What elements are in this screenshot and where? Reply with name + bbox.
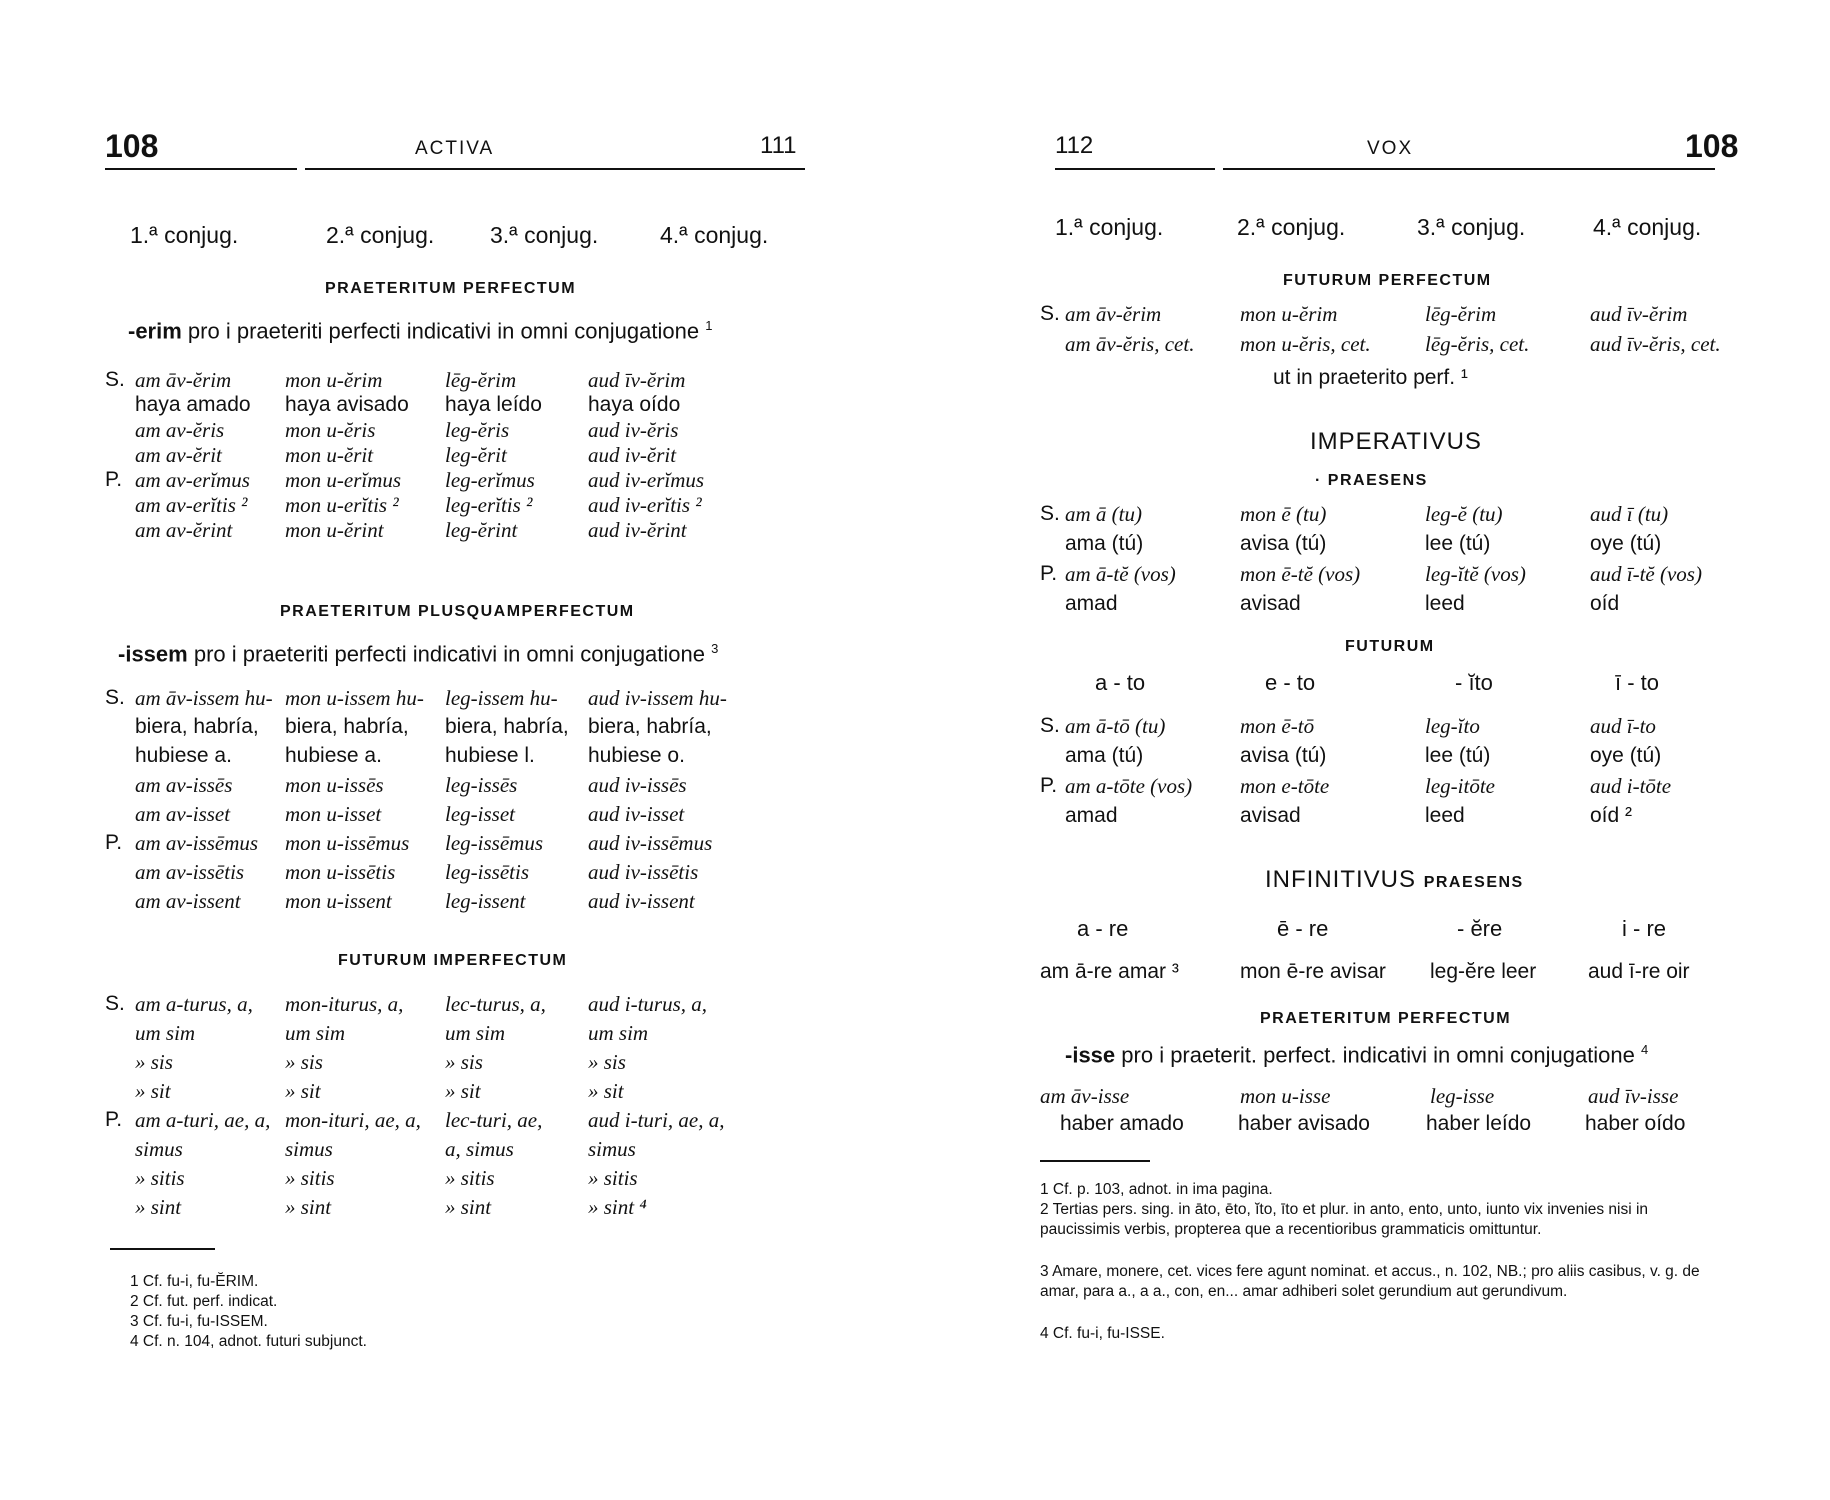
table-cell: simus — [588, 1137, 636, 1161]
table-row — [105, 715, 748, 743]
table-cell: a, simus — [445, 1137, 514, 1161]
footnote: 1 Cf. p. 103, adnot. in ima pagina. — [1040, 1181, 1273, 1198]
table-cell: simus — [285, 1137, 333, 1161]
table-cell: mon-ituri, ae, a, — [285, 1108, 421, 1132]
header-rule — [105, 168, 297, 170]
infinitive-perfect-row: am āv-isse mon u-isse leg-isse aud īv-isse — [1040, 1084, 1679, 1108]
table-cell: am av-issent — [135, 889, 241, 913]
table-cell: » sitis — [588, 1166, 638, 1190]
section-heading: PRAETERITUM PERFECTUM — [1260, 1010, 1512, 1027]
table-cell: mon u-ĕrim — [285, 368, 383, 392]
table-cell: oye (tú) — [1590, 532, 1662, 555]
ending: -issem — [118, 641, 188, 667]
table-row — [105, 468, 748, 496]
table-cell: aud īv-ĕrim — [588, 368, 686, 392]
table-cell: um sim — [135, 1021, 196, 1045]
conj-header: 2.ª conjug. — [326, 222, 435, 248]
table-cell: biera, habría, — [588, 715, 712, 738]
table-cell: am av-isset — [135, 802, 231, 826]
table-cell: » sit — [588, 1079, 624, 1103]
table-cell: am av-issētis — [135, 860, 245, 884]
table-cell: » sit — [135, 1079, 171, 1103]
infinitive-perfect-row: haber amado haber avisado haber leído haber oído — [1060, 1112, 1686, 1135]
table-row — [105, 744, 748, 772]
table-row — [105, 802, 748, 830]
table-cell: mon u-ĕrit — [285, 443, 374, 467]
table-cell: am āv-ĕrim — [1065, 302, 1162, 326]
note-ref: 4 — [1641, 1042, 1649, 1057]
table-cell: mon u-isset — [285, 802, 382, 826]
table-row — [105, 1021, 748, 1049]
table-cell: lēg-ĕrim — [1425, 302, 1497, 326]
table-row — [1040, 804, 1750, 832]
table-row — [105, 1079, 748, 1107]
table-cell: ama (tú) — [1065, 744, 1144, 767]
table-cell: leed — [1425, 804, 1465, 827]
note-ref: 1 — [705, 318, 713, 333]
ending: a - re — [1077, 916, 1129, 941]
person-marker: S. — [105, 368, 125, 391]
table-cell: mon u-ĕrint — [285, 518, 384, 542]
page-number: 108 — [1685, 128, 1739, 164]
table-cell: aud i-tōte — [1590, 774, 1672, 798]
conj-header: 1.ª conjug. — [1055, 214, 1164, 240]
table-row — [1040, 302, 1750, 330]
table-cell: mon u-issētis — [285, 860, 396, 884]
section-heading: FUTURUM IMPERFECTUM — [338, 952, 568, 969]
table-cell: » sis — [588, 1050, 626, 1074]
person-marker: S. — [1040, 302, 1060, 325]
table-cell: aud ī (tu) — [1590, 502, 1669, 526]
table-cell: mon ē-tĕ (vos) — [1240, 562, 1361, 586]
table-cell: lēg-ĕris, cet. — [1425, 332, 1530, 356]
footnote-rule — [110, 1248, 215, 1250]
table-cell: haya avisado — [285, 393, 409, 416]
table-cell: amad — [1065, 592, 1118, 615]
formation-rule — [128, 318, 712, 344]
table-cell: haya leído — [445, 393, 542, 416]
table-cell: » sitis — [285, 1166, 335, 1190]
table-cell: haya oído — [588, 393, 681, 416]
table-cell: hubiese a. — [285, 744, 382, 767]
table-cell: mon-iturus, a, — [285, 992, 404, 1016]
table-cell: mon u-ĕris — [285, 418, 376, 442]
table-cell: am av-ĕrit — [135, 443, 222, 467]
table-row — [105, 1050, 748, 1078]
table-row — [1040, 744, 1750, 772]
conj-header: 3.ª conjug. — [490, 222, 599, 248]
footnote: 4 Cf. n. 104, adnot. futuri subjunct. — [130, 1333, 367, 1350]
table-cell: » sit — [445, 1079, 481, 1103]
folio: 111 — [760, 132, 797, 159]
table-cell: leg-issēmus — [445, 831, 543, 855]
folio: 112 — [1055, 132, 1094, 159]
table-cell: aud iv-issent — [588, 889, 695, 913]
table-cell: aud iv-ĕris — [588, 418, 679, 442]
table-row — [105, 1166, 748, 1194]
footnote: 1 Cf. fu-i, fu-ĔRIM. — [130, 1273, 259, 1290]
rule-text: pro i praeteriti perfecti indicativi in omni conjugatione — [187, 318, 700, 344]
table-row — [1040, 592, 1750, 620]
table-cell: mon e-tōte — [1240, 774, 1330, 798]
table-cell: mon u-erĭtis ² — [285, 493, 399, 517]
running-title: VOX — [1367, 138, 1414, 159]
table-cell: aud iv-ĕrint — [588, 518, 687, 542]
running-title: ACTIVA — [415, 138, 495, 159]
table-cell: leg-issem hu- — [445, 686, 558, 710]
right-header — [1045, 128, 1745, 174]
table-cell: » sitis — [445, 1166, 495, 1190]
table-cell: mon u-issēs — [285, 773, 384, 797]
table-cell: aud ī-tĕ (vos) — [1590, 562, 1702, 586]
person-marker: S. — [1040, 502, 1060, 525]
table-cell: leed — [1425, 592, 1465, 615]
table-row — [105, 1108, 748, 1136]
table-cell: lec-turus, a, — [445, 992, 546, 1016]
table-cell: » sis — [445, 1050, 483, 1074]
footnote: 3 Cf. fu-i, fu-ISSEM. — [130, 1313, 268, 1330]
section-heading: PRAETERITUM PERFECTUM — [325, 280, 577, 297]
table-cell: lēg-ĕrim — [445, 368, 517, 392]
conj-header: 1.ª conjug. — [130, 222, 239, 248]
table-cell: leg-erĭtis ² — [445, 493, 533, 517]
table-cell: avisa (tú) — [1240, 744, 1327, 767]
table-cell: leg-ĭto — [1425, 714, 1480, 738]
footnote: 2 Tertias pers. sing. in āto, ēto, ĭto, īto et plur. in anto, ento, unto, iunto vix invenies nisi in paucissimis verbis, propterea que a recentioribus grammaticis omittuntur. — [1040, 1201, 1649, 1238]
table-cell: leg-issētis — [445, 860, 529, 884]
table-cell: um sim — [445, 1021, 506, 1045]
table-cell: am av-ĕrint — [135, 518, 233, 542]
rule-text: pro i praeteriti perfecti indicativi in omni conjugatione — [193, 641, 705, 667]
table-cell: am āv-ĕrim — [135, 368, 232, 392]
table-cell: am av-ĕris — [135, 418, 225, 442]
table-cell: hubiese a. — [135, 744, 232, 767]
table-cell: am a-turus, a, — [135, 992, 253, 1016]
section-heading: FUTURUM PERFECTUM — [1283, 272, 1492, 289]
table-row — [105, 686, 748, 714]
table-cell: am av-erĭmus — [135, 468, 250, 492]
table-cell: aud i-turi, ae, a, — [588, 1108, 725, 1132]
table-cell: um sim — [285, 1021, 346, 1045]
ending: i - re — [1622, 916, 1666, 941]
table-row — [105, 1137, 748, 1165]
left-header — [105, 128, 805, 174]
right-page: 112 VOX 108 1.ª conjug. 2.ª conjug. 3.ª conjug. 4.ª conjug. FUTURUM PERFECTUM S. am āv-ĕrim mon u-ĕrim lēg-ĕrim aud īv-ĕrim am āv-ĕris, cet. mon u-ĕris, cet. lēg-ĕris, cet. aud īv-ĕris, cet. ut in praeterito perf. ¹ IMPERATIVUS · PRAESENS S. am ā (tu) mon ē (tu) leg-ĕ (tu) aud ī (tu) ama (tú) avisa (tú) lee (tú) oye (tú) P. am ā-tĕ (vos) mon ē-tĕ (vos) leg-ĭtĕ (vos) aud ī-tĕ (vos) amad avisad leed oíd FUTURUM a - to e - to - ĭto ī - to S. am ā-tō (tu) mon ē-tō leg-ĭto aud ī-to ama (tú) avisa (tú) lee (tú) oye (tú) P. am a-tōte (vos) mon e-tōte leg-itōte aud i-tōte amad avisad leed oíd ² INFINITIVUS PRAESENS a - re ē - re - ĕre i - re am ā-re amar ³ mon ē-re avisar leg-ĕre leer aud ī-re oir PRAETERITUM PERFECTUM -isse pro i praeterit. perfect. indicativi in omni conjugatione $^4$ am āv-isse mon u-isse leg-isse aud īv-isse haber amado haber avisado haber leído haber oído 1 Cf. p. 103, adnot. in ima pagina. 2 Tertias pers. sing. in āto, ēto, ĭto, īto et plur. in anto, ento, unto, iunto vix invenies nisi in paucissimis verbis, propterea que a recentioribus grammaticis omittuntur. 3 Amare, monere, cet. vices fere agunt nominat. et accus., n. 102, NB.; pro aliis casibus, v. g. de amar, para a., a a., con, en... amar adhiberi solet gerundium aut gerundivum. 4 Cf. fu-i, fu-ISSE. — [915, 0, 1830, 1500]
table-cell: mon u-issent — [285, 889, 392, 913]
section-heading: IMPERATIVUS — [1310, 428, 1482, 455]
table-cell: avisa (tú) — [1240, 532, 1327, 555]
table-cell: leg-erĭmus — [445, 468, 535, 492]
table-cell: aud iv-isset — [588, 802, 685, 826]
table-cell: oíd ² — [1590, 804, 1633, 827]
section-heading: INFINITIVUS PRAESENS — [1265, 866, 1524, 893]
table-row — [1040, 332, 1750, 360]
person-marker: P. — [105, 468, 123, 491]
ending: - ĭto — [1455, 670, 1493, 695]
table-row — [105, 443, 748, 471]
table-row — [105, 889, 748, 917]
ending: e - to — [1265, 670, 1316, 695]
table-cell: » sitis — [135, 1166, 185, 1190]
subsection-heading: FUTURUM — [1345, 638, 1435, 655]
footnote: 3 Amare, monere, cet. vices fere agunt nominat. et accus., n. 102, NB.; pro aliis casibus, v. g. de amar, para a., a a., con, en... amar adhiberi solet gerundium aut gerundivum. — [1040, 1263, 1700, 1300]
table-cell: leg-issēs — [445, 773, 518, 797]
table-cell: » sit — [285, 1079, 321, 1103]
table-cell: aud i-turus, a, — [588, 992, 708, 1016]
table-cell: mon ē-tō — [1240, 714, 1315, 738]
table-cell: avisad — [1240, 592, 1301, 615]
table-cell: leg-ĕrit — [445, 443, 507, 467]
table-cell: am ā (tu) — [1065, 502, 1142, 526]
table-cell: aud ī-to — [1590, 714, 1656, 738]
table-row — [105, 831, 748, 859]
table-cell: oíd — [1590, 592, 1620, 615]
table-cell: mon u-ĕris, cet. — [1240, 332, 1371, 356]
conj-header: 4.ª conjug. — [1593, 214, 1702, 240]
table-cell: aud iv-erĭmus — [588, 468, 705, 492]
conj-header: 4.ª conjug. — [660, 222, 769, 248]
table-row — [105, 860, 748, 888]
page-number: 108 — [105, 128, 159, 164]
table-cell: ama (tú) — [1065, 532, 1144, 555]
table-cell: leg-ĭtĕ (vos) — [1425, 562, 1526, 586]
table-cell: » sis — [135, 1050, 173, 1074]
person-marker: P. — [105, 1108, 123, 1131]
ending: -erim — [128, 318, 182, 344]
table-row — [1040, 562, 1750, 590]
table-row — [1040, 714, 1750, 742]
table-row — [1040, 774, 1750, 802]
table-cell: aud iv-issēmus — [588, 831, 713, 855]
header-rule — [305, 168, 805, 170]
table-cell: leg-issent — [445, 889, 526, 913]
table-cell: am a-turi, ae, a, — [135, 1108, 271, 1132]
table-cell: amad — [1065, 804, 1118, 827]
table-cell: am av-issēmus — [135, 831, 259, 855]
header-rule — [1223, 168, 1715, 170]
table-row — [105, 418, 748, 446]
table-cell: hubiese o. — [588, 744, 685, 767]
table-cell: oye (tú) — [1590, 744, 1662, 767]
person-marker: P. — [1040, 562, 1058, 585]
table-row — [1040, 532, 1750, 560]
table-cell: aud iv-issēs — [588, 773, 687, 797]
table-cell: lee (tú) — [1425, 744, 1491, 767]
table-row — [105, 493, 748, 521]
person-marker: P. — [105, 831, 123, 854]
table-cell: aud īv-ĕris, cet. — [1590, 332, 1721, 356]
ending: -isse — [1065, 1042, 1116, 1068]
infinitive-row: am ā-re amar ³ mon ē-re avisar leg-ĕre leer aud ī-re oir — [1040, 960, 1690, 983]
note-ref: 3 — [711, 641, 719, 656]
table-row — [105, 992, 748, 1020]
table-cell: mon u-issem hu- — [285, 686, 424, 710]
ending: a - to — [1095, 670, 1146, 695]
subsection-heading: · PRAESENS — [1315, 472, 1428, 489]
conj-header: 2.ª conjug. — [1237, 214, 1346, 240]
table-cell: » sint — [135, 1195, 182, 1219]
table-row — [105, 368, 748, 396]
person-marker: S. — [105, 992, 125, 1015]
ending: ī - to — [1615, 670, 1660, 695]
table-cell: aud iv-issem hu- — [588, 686, 727, 710]
formation-rule — [1065, 1042, 1648, 1068]
footnote: 4 Cf. fu-i, fu-ISSE. — [1040, 1325, 1165, 1342]
person-marker: P. — [1040, 774, 1058, 797]
table-row — [105, 393, 748, 421]
table-cell: aud iv-issētis — [588, 860, 699, 884]
table-cell: am av-issēs — [135, 773, 233, 797]
table-cell: lec-turi, ae, — [445, 1108, 543, 1132]
table-cell: haya amado — [135, 393, 251, 416]
table-row — [1040, 502, 1750, 530]
table-cell: aud īv-ĕrim — [1590, 302, 1688, 326]
table-cell: am av-erĭtis ² — [135, 493, 248, 517]
table-row — [105, 518, 748, 546]
footnote: 2 Cf. fut. perf. indicat. — [130, 1293, 278, 1310]
section-heading: PRAETERITUM PLUSQUAMPERFECTUM — [280, 603, 635, 620]
table-cell: simus — [135, 1137, 183, 1161]
formation-rule — [118, 641, 718, 667]
conj-header: 3.ª conjug. — [1417, 214, 1526, 240]
table-cell: am āv-ĕris, cet. — [1065, 332, 1195, 356]
table-cell: mon u-erĭmus — [285, 468, 402, 492]
table-cell: leg-ĕris — [445, 418, 510, 442]
table-cell: mon u-ĕrim — [1240, 302, 1338, 326]
table-cell: am ā-tĕ (vos) — [1065, 562, 1176, 586]
table-cell: leg-ĕrint — [445, 518, 518, 542]
table-cell: lee (tú) — [1425, 532, 1491, 555]
person-marker: S. — [1040, 714, 1060, 737]
person-marker: S. — [105, 686, 125, 709]
table-cell: am a-tōte (vos) — [1065, 774, 1193, 798]
table-cell: aud iv-erĭtis ² — [588, 493, 702, 517]
table-cell: mon u-issēmus — [285, 831, 410, 855]
table-cell: » sis — [285, 1050, 323, 1074]
table-cell: leg-itōte — [1425, 774, 1495, 798]
table-cell: avisad — [1240, 804, 1301, 827]
table-cell: » sint — [445, 1195, 492, 1219]
table-cell: leg-isset — [445, 802, 515, 826]
rule-text: pro i praeterit. perfect. indicativi in omni conjugatione — [1121, 1042, 1635, 1068]
ending: ē - re — [1277, 916, 1329, 941]
table-row — [105, 773, 748, 801]
table-cell: hubiese l. — [445, 744, 535, 767]
ending: - ĕre — [1457, 916, 1503, 941]
table-cell: biera, habría, — [135, 715, 259, 738]
table-cell: biera, habría, — [285, 715, 409, 738]
table-cell: um sim — [588, 1021, 649, 1045]
table-cell: am āv-issem hu- — [135, 686, 273, 710]
table-cell: » sint — [285, 1195, 332, 1219]
table-cell: biera, habría, — [445, 715, 569, 738]
table-cell: aud iv-ĕrit — [588, 443, 677, 467]
table-row — [105, 1195, 748, 1223]
table-cell: am ā-tō (tu) — [1065, 714, 1166, 738]
header-rule — [1055, 168, 1215, 170]
table-cell: mon ē (tu) — [1240, 502, 1327, 526]
footnote-rule — [1040, 1160, 1150, 1162]
table-cell: » sint ⁴ — [588, 1195, 647, 1219]
table-cell: leg-ĕ (tu) — [1425, 502, 1503, 526]
